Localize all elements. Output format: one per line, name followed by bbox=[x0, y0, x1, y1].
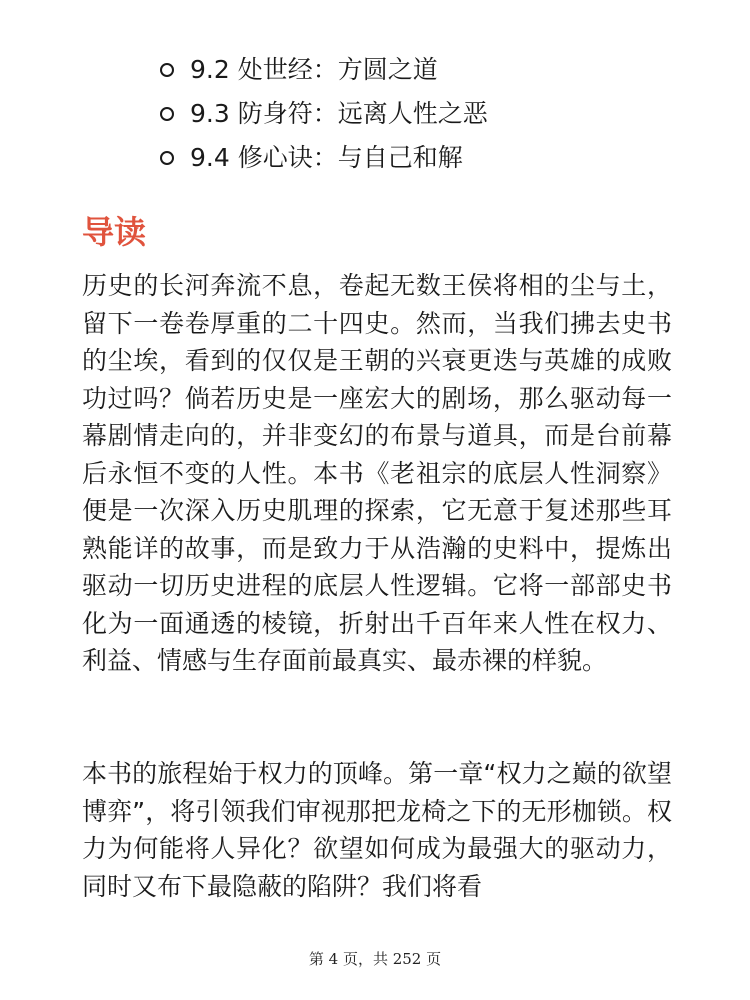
toc-list bbox=[160, 48, 488, 180]
body-paragraph: 本书的旅程始于权力的顶峰。第一章“权力之巅的欲望博弈”，将引领我们审视那把龙椅之下的无形枷锁。权力为何能将人异化？欲望如何成为最强大的驱动力，同时又布下最隐蔽的陷阱？我们将看 bbox=[82, 759, 672, 901]
toc-item[interactable] bbox=[160, 136, 488, 180]
toc-item[interactable] bbox=[160, 92, 488, 136]
body-paragraph: 历史的长河奔流不息，卷起无数王侯将相的尘与土，留下一卷卷厚重的二十四史。然而，当我们拂去史书的尘埃，看到的仅仅是王朝的兴衰更迭与英雄的成败功过吗？倘若历史是一座宏大的剧场，那么驱动每一幕剧情走向的，并非变幻的布景与道具，而是台前幕后永恒不变的人性。本书《老祖宗的底层人性洞察》便是一次深入历史肌理的探索，它无意于复述那些耳熟能详的故事，而是致力于从浩瀚的史料中，提炼出驱动一切历史进程的底层人性逻辑。它将一部部史书化为一面通透的棱镜，折射出千百年来人性在权力、利益、情感与生存面前最真实、最赤裸的样貌。 bbox=[82, 271, 672, 675]
page-number-footer: 第 4 页，共 252 页 bbox=[308, 950, 442, 968]
toc-item-label: 9.3 防身符：远离人性之恶 bbox=[190, 99, 488, 128]
toc-item-label: 9.4 修心诀：与自己和解 bbox=[190, 143, 463, 172]
circle-bullet-icon bbox=[160, 107, 174, 121]
toc-item[interactable] bbox=[160, 48, 488, 92]
circle-bullet-icon bbox=[160, 63, 174, 77]
toc-item-label: 9.2 处世经：方圆之道 bbox=[190, 55, 438, 84]
section-heading: 导读 bbox=[82, 213, 147, 251]
circle-bullet-icon bbox=[160, 151, 174, 165]
